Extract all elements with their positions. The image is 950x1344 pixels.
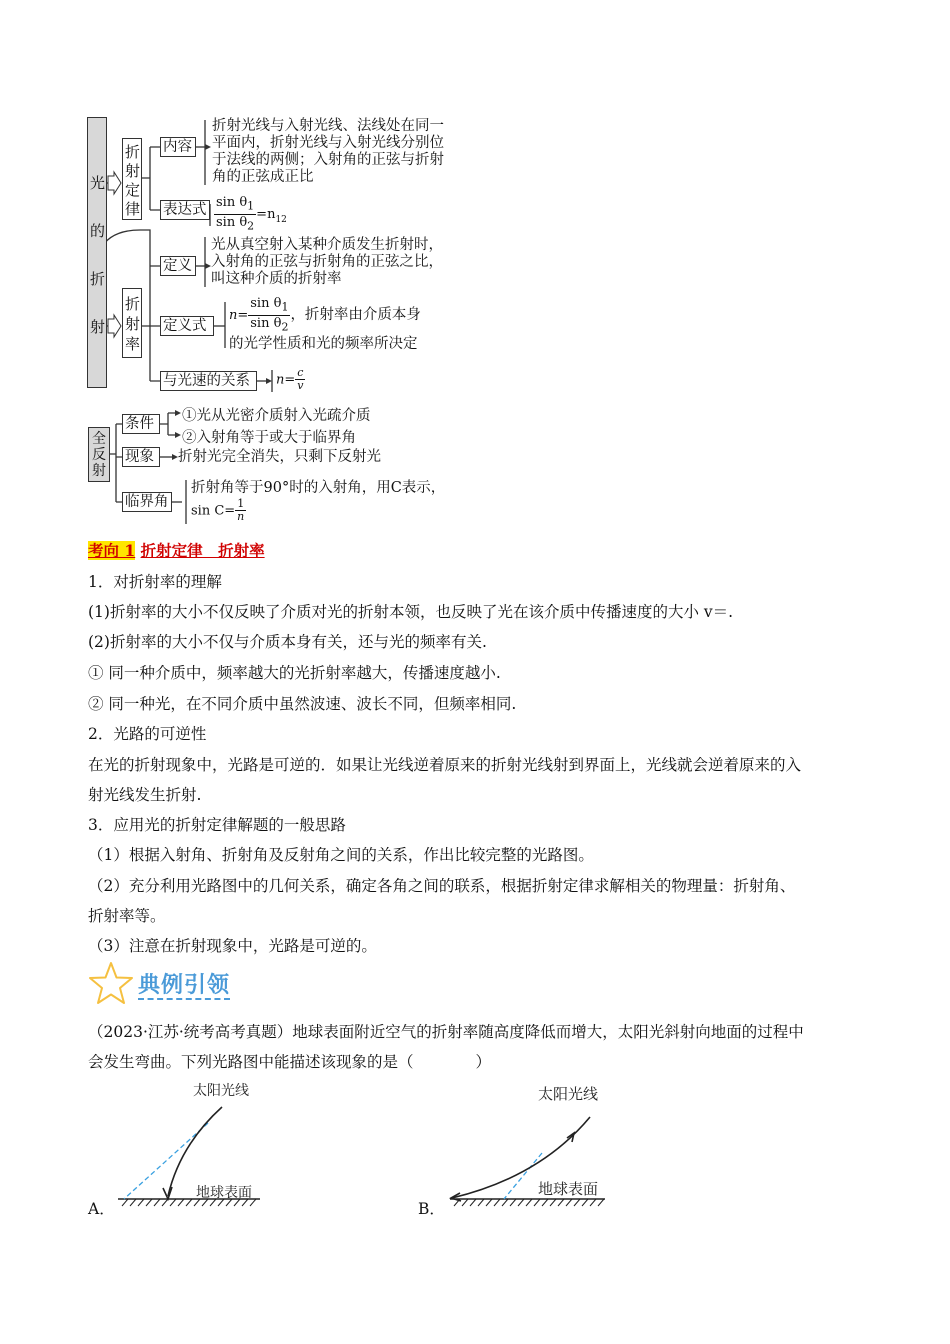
body-line-3: (2)折射率的大小不仅与介质本身有关，还与光的频率有关. (88, 633, 487, 651)
def-text (211, 237, 443, 288)
root-char-3: 折 (90, 270, 106, 288)
formula-lhs: n= (229, 308, 249, 324)
body-line-7: 在光的折射现象中，光路是可逆的．如果让光线逆着原来的折射光线射到界面上，光线就会逆着原来的入 (88, 756, 802, 774)
option-a-label[interactable]: A． (88, 1200, 115, 1218)
cond-line-1: ①光从光密介质射入光疏介质 (182, 408, 371, 424)
body-line-8: 射光线发生折射. (88, 786, 202, 804)
body-line-1: 1．对折射率的理解 (88, 573, 222, 591)
body-line-6: 2．光路的可逆性 (88, 725, 207, 743)
star-icon (88, 961, 134, 1005)
option-a-ground-label: 地球表面 (196, 1185, 252, 1201)
law-label-box (122, 138, 142, 220)
formula-line-2: 的光学性质和光的频率所决定 (229, 336, 418, 353)
expr-num-sub: 1 (247, 199, 255, 213)
speed-fraction (295, 367, 305, 392)
content-tag: 内容 (160, 137, 196, 157)
root-bar (87, 117, 107, 388)
body-line-11: （2）充分利用光路图中的几何关系，确定各角之间的联系，根据折射定律求解相关的物理量：折射角、 (88, 877, 796, 895)
example-banner: 典例引领 (138, 973, 231, 998)
formula-den: sin θ (250, 315, 282, 331)
law-label: 折射定律 (125, 143, 141, 218)
body-line-9: 3．应用光的折射定律解题的一般思路 (88, 816, 346, 834)
phen-text: 折射光完全消失，只剩下反射光 (178, 449, 381, 465)
tir-label: 全反射 (92, 431, 106, 479)
expr-den: sin θ (216, 214, 248, 230)
crit-den: n (237, 510, 245, 523)
expr-rhs: =n (256, 207, 276, 223)
cond-line-2: ②入射角等于或大于临界角 (182, 430, 356, 446)
def-tag: 定义 (160, 256, 196, 276)
expr-tag: 表达式 (160, 200, 210, 220)
speed-num: c (297, 366, 304, 379)
def-line-2: 入射角的正弦与折射角的正弦之比， (211, 254, 443, 270)
section-prefix: 考向 1 (88, 541, 136, 560)
option-b-label[interactable]: B． (418, 1200, 445, 1218)
formula-text (229, 296, 421, 353)
speed-formula (276, 367, 305, 392)
option-a-sun-label: 太阳光线 (193, 1083, 249, 1099)
formula-tag: 定义式 (160, 316, 214, 336)
crit-text (191, 480, 445, 523)
crit-tag: 临界角 (122, 492, 172, 512)
content-line-1: 折射光线与入射光线、法线处在同一 (212, 118, 444, 134)
option-b-sun-label: 太阳光线 (538, 1085, 599, 1103)
content-line-3: 于法线的两侧；入射角的正弦与折射 (212, 152, 444, 168)
crit-lhs: sin C= (191, 503, 236, 519)
body-line-4: ① 同一种介质中，频率越大的光折射率越大，传播速度越小. (88, 664, 501, 682)
def-line-3: 叫这种介质的折射率 (211, 271, 342, 287)
index-label-box (122, 288, 142, 358)
index-label: 折射率 (125, 295, 141, 353)
body-line-5: ② 同一种光，在不同介质中虽然波速、波长不同，但频率相同. (88, 695, 517, 713)
speed-tag: 与光速的关系 (160, 371, 257, 391)
phen-tag: 现象 (122, 447, 160, 467)
expr-num: sin θ (216, 195, 248, 210)
question-line-2: 会发生弯曲。下列光路图中能描述该现象的是（ ） (88, 1053, 492, 1071)
root-char-2: 的 (90, 222, 106, 240)
def-line-1: 光从真空射入某种介质发生折射时， (211, 237, 443, 253)
expr-fraction (214, 195, 256, 233)
body-line-12: 折射率等。 (88, 907, 166, 925)
body-line-10: （1）根据入射角、折射角及反射角之间的关系，作出比较完整的光路图。 (88, 846, 594, 864)
cond-tag: 条件 (122, 414, 160, 434)
crit-num: 1 (237, 497, 245, 510)
content-line-2: 平面内，折射光线与入射光线分别位 (212, 135, 444, 151)
question-line-1: （2023·江苏·统考高考真题）地球表面附近空气的折射率随高度降低而增大，太阳光斜射向地面的过程中 (88, 1023, 804, 1041)
option-b-ground-label: 地球表面 (538, 1180, 599, 1198)
body-line-2: (1)折射率的大小不仅反映了介质对光的折射本领，也反映了光在该介质中传播速度的大小 v＝. (88, 603, 734, 621)
section-title: 折射定律 折射率 (140, 541, 265, 560)
expr-formula (214, 195, 287, 233)
crit-fraction (235, 498, 246, 523)
speed-lhs: n= (276, 372, 296, 388)
formula-tail: ，折射率由介质本身 (290, 307, 421, 324)
body-line-13: （3）注意在折射现象中，光路是可逆的。 (88, 937, 377, 955)
example-banner-underline (138, 998, 230, 1000)
speed-den: v (297, 379, 304, 392)
content-line-4: 角的正弦成正比 (212, 169, 314, 185)
section-heading (88, 541, 265, 561)
formula-num-sub: 1 (281, 300, 289, 314)
expr-rhs-sub: 12 (275, 214, 287, 225)
content-text (212, 118, 444, 186)
root-char-4: 射 (90, 318, 106, 336)
root-char-1: 光 (90, 174, 106, 192)
tir-bar (88, 427, 110, 482)
formula-den-sub: 2 (281, 320, 289, 334)
expr-den-sub: 2 (247, 219, 255, 233)
formula-fraction (248, 296, 290, 334)
crit-line-1: 折射角等于90°时的入射角，用C表示， (191, 480, 446, 496)
formula-num: sin θ (250, 296, 282, 311)
cond-text (182, 405, 371, 449)
